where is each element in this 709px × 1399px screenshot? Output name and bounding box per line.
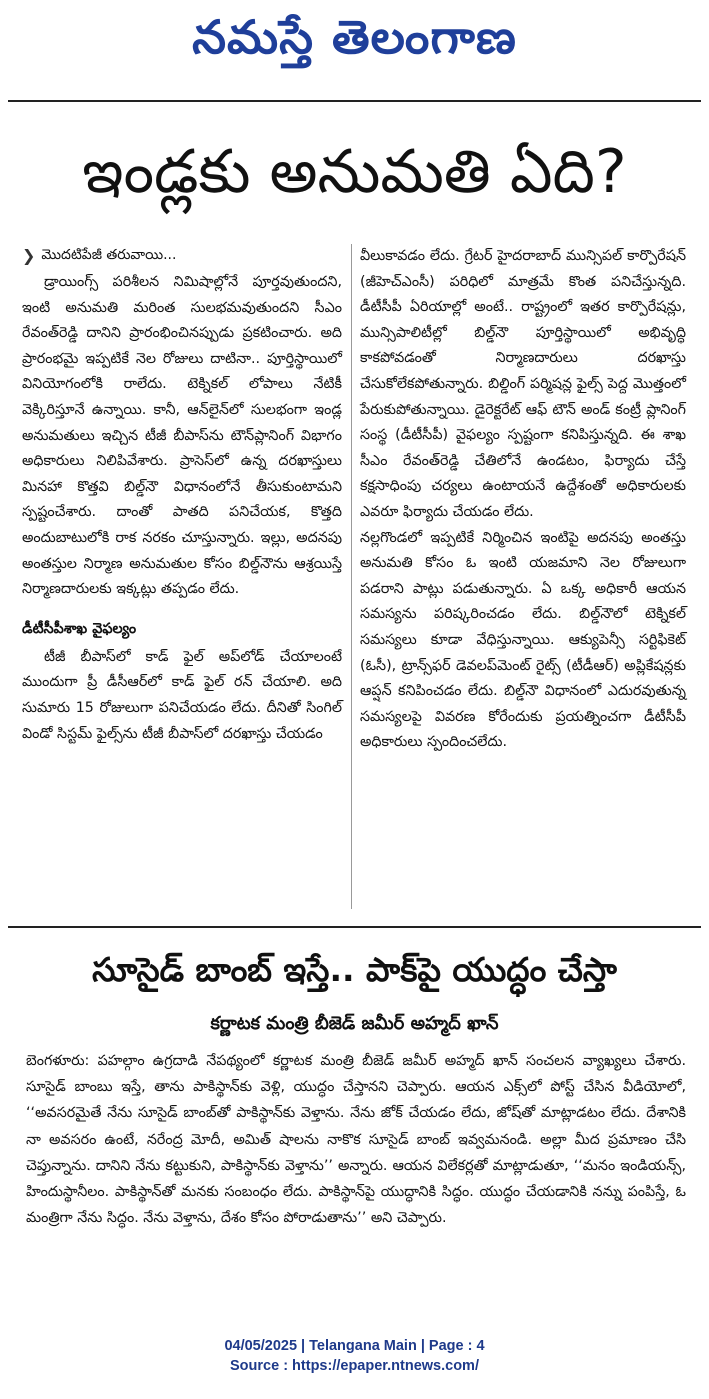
- section-subheading: డీటీసీపీశాఖ వైఫల్యం: [22, 620, 137, 637]
- continued-label: [22, 244, 342, 268]
- headline: ఇండ్లకు అనుమతి ఏది?: [82, 137, 627, 207]
- story-headline: సూసైడ్ బాంబ్ ఇస్తే.. పాక్‌పై యుద్ధం చేస్తా: [92, 950, 617, 989]
- article-paragraph: డ్రాయింగ్స్ పరిశీలన నిమిషాల్లోనే పూర్తవుతుందని, ఇంటి అనుమతి మరింత సులభమవుతుందని సీఎం రేవంత్‌రెడ్డి దానిని ప్రారంభించినప్పుడు ప్రకటించారు. అది ప్రారంభమై ఇప్పటికే నెల రోజులు దాటినా.. పూర్తిస్థాయిలో వినియోగంలోకి రాలేదు. టెక్నికల్ లోపాలు నేటికీ వెక్కిరిస్తూనే ఉన్నాయి. కానీ, ఆన్‌లైన్‌లో సులభంగా ఇండ్ల అనుమతులు ఇచ్చిన టీజీ బీపాస్‌ను టౌన్‌ప్లానింగ్ విభాగం అధికారులు నిలిపివేశారు. ప్రాసెస్‌లో ఉన్న దరఖాస్తులు మినహా కొత్తవి బిల్డ్‌నౌ విధానంలోనే తీసుకుంటామని స్పష్టంచేశారు. దాంతో పాతది పనిచేయక, కొత్తది అందుబాటులోకి రాక నరకం చూస్తున్నారు. ఇల్లు, అదనపు అంతస్తుల నిర్మాణ అనుమతుల కోసం బిల్డ్‌నౌను ఆశ్రయిస్తే నిర్మాణదారులకు ఇక్కట్లు తప్పడం లేదు.: [22, 274, 342, 598]
- story-subheading: కర్ణాటక మంత్రి బీజెడ్ జమీర్ అహ్మద్ ఖాన్: [210, 1013, 499, 1034]
- continued-text: మొదటిపేజీ తరువాయి...: [41, 247, 177, 264]
- article-paragraph: నల్లగొండలో ఇప్పటికే నిర్మించిన ఇంటిపై అదనపు అంతస్తు అనుమతి కోసం ఓ ఇంటి యజమాని నెల రోజులుగా పడరాని పాట్లు పడుతున్నారు. ఏ ఒక్క అధికారీ ఆయన సమస్యను పరిష్కరించడం లేదు. బిల్డ్‌నౌలో టెక్నికల్ సమస్యలు కూడా వేధిస్తున్నాయి. ఆక్యుపెన్సీ సర్టిఫికెట్ (ఓసీ), ట్రాన్స్‌ఫర్ డెవలప్‌మెంట్ రైట్స్ (టీడీఆర్) అప్లికేషన్లకు ఆప్షన్ కనిపించడం లేదు. బిల్డ్‌నౌ విధానంలో ఎదురవుతున్న సమస్యలపై వివరణ కోరేందుకు ప్రయత్నించగా డీటీసీపీ అధికారులు స్పందించలేదు.: [360, 529, 686, 751]
- story-body: బెంగళూరు: పహల్గాం ఉగ్రదాడి నేపథ్యంలో కర్ణాటక మంత్రి బీజెడ్ జమీర్ అహ్మద్ ఖాన్ సంచలన వ్యాఖ్యలు చేశారు. సూసైడ్ బాంబు ఇస్తే, తాను పాకిస్థాన్‌కు వెళ్లి, యుద్ధం చేస్తానని చెప్పారు. ఆయన ఎక్స్‌లో పోస్ట్ చేసిన వీడియోలో, ‘‘అవసరమైతే నేను సూసైడ్ బాంబ్‌తో పాకిస్థాన్‌కు వెళ్తాను. నేను జోక్ చేయడం లేదు, జోష్‌తో మాట్లాడటం లేదు. దేశానికి నా అవసరం ఉంటే, నరేంద్ర మోదీ, అమిత్ షాలను నాకొక సూసైడ్ బాంబ్ ఇవ్వమనండి. అల్లా మీద ప్రమాణం చేసి చెప్తున్నాను. దానిని నేను కట్టుకుని, పాకిస్థాన్‌కు వెళ్తాను’’ అన్నారు. ఆయన విలేకర్లతో మాట్లాడుతూ, ‘‘మనం ఇండియన్స్, హిందుస్థానీలం. పాకిస్థాన్‌తో మనకు సంబంధం లేదు. పాకిస్థాన్‌పై యుద్ధానికి సిద్ధం. యుద్ధం చేయడానికి నన్ను పంపిస్తే, ఓ మంత్రిగా నేను సిద్ధం. నేను వెళ్తాను, దేశం కోసం పోరాడుతాను’’ అని చెప్పారు.: [26, 1053, 686, 1227]
- masthead: [0, 0, 709, 98]
- divider-rule: [8, 926, 701, 928]
- column-divider: [351, 244, 352, 909]
- footer-dateline: 04/05/2025 | Telangana Main | Page : 4: [224, 1338, 485, 1354]
- footer-source: Source : https://epaper.ntnews.com/: [230, 1358, 479, 1374]
- chevron-right-icon: ❯: [22, 246, 36, 266]
- footer: [0, 1336, 709, 1376]
- article-column-left: [22, 244, 342, 747]
- article-paragraph: వీలుకావడం లేదు. గ్రేటర్ హైదరాబాద్ మున్సిపల్ కార్పొరేషన్ (జీహెచ్‌ఎంసీ) పరిధిలో మాత్రమే కొంత పనిచేస్తున్నది. డీటీసీపీ ఏరియాల్లో అంటే.. రాష్ట్రంలో ఇతర కార్పొరేషన్లు, మున్సిపాలిటీల్లో బిల్డ్‌నౌ పూర్తిస్థాయిలో అభివృద్ధి కాకపోవడంతో నిర్మాణదారులు దరఖాస్తు చేసుకోలేకపోతున్నారు. బిల్డింగ్ పర్మిషన్ల ఫైల్స్ పెద్ద మొత్తంలో పేరుకుపోతున్నాయి. డైరెక్టరేట్ ఆఫ్ టౌన్ అండ్ కంట్రీ ప్లానింగ్ సంస్థ (డీటీసీపీ) వైఫల్యం స్పష్టంగా కనిపిస్తున్నది. ఈ శాఖ సీఎం రేవంత్‌రెడ్డి చేతిలోనే ఉండటం, ఫిర్యాదు చేస్తే కక్షసాధింపు చర్యలు ఉంటాయనే ఉద్దేశంతో అధికారులకు ఎవరూ ఫిర్యాదు చేయడం లేదు.: [360, 248, 686, 520]
- article-paragraph: టీజీ బీపాస్‌లో కాడ్ ఫైల్ అప్‌లోడ్ చేయాలంటే ముందుగా ప్రీ డీసీఆర్‌లో కాడ్ ఫైల్ రన్ చేయాలి. అది సుమారు 15 రోజులుగా పనిచేయడం లేదు. దీనితో సింగిల్ విండో సిస్టమ్ ఫైల్స్‌ను టీజీ బీపాస్‌లో దరఖాస్తు చేయడం: [22, 648, 342, 742]
- article-column-right: [360, 244, 686, 756]
- divider-rule: [8, 100, 701, 102]
- newspaper-logo: నమస్తే తెలంగాణ: [192, 10, 517, 64]
